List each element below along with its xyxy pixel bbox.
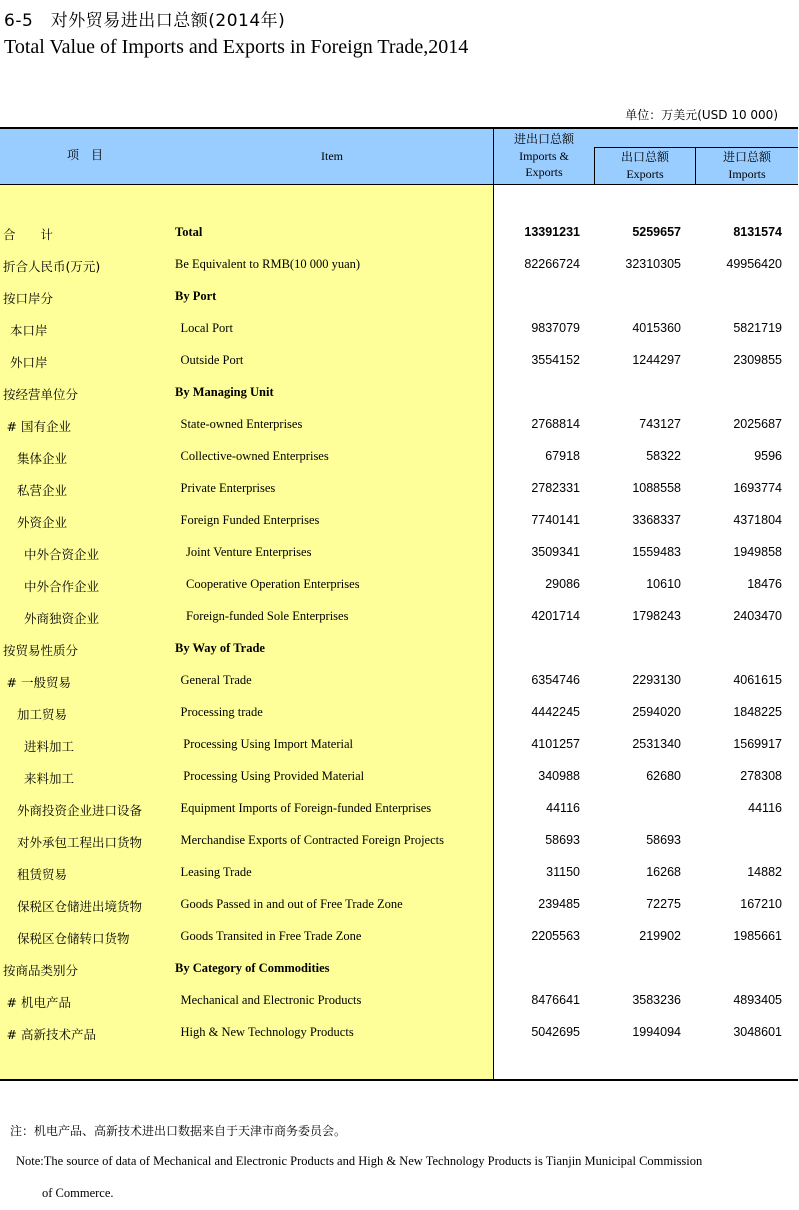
row-label-cn: 按口岸分: [3, 291, 54, 306]
cell-imports: 278308: [740, 769, 782, 783]
cell-imports: 5821719: [733, 321, 782, 335]
table-row: [0, 633, 798, 665]
table-row: [0, 441, 798, 473]
row-label-cn: 进料加工: [24, 739, 75, 754]
cell-total: 4442245: [531, 705, 580, 719]
row-label-cn: 保税区仓储进出境货物: [17, 899, 143, 914]
table-row: [0, 377, 798, 409]
row-label-en: Be Equivalent to RMB(10 000 yuan): [175, 257, 361, 271]
table-row: [0, 729, 798, 761]
header-exports-en: Exports: [626, 167, 664, 181]
cell-total: 3509341: [531, 545, 580, 559]
cell-total: 2768814: [531, 417, 580, 431]
table-row: [0, 601, 798, 633]
cell-exports: 1994094: [632, 1025, 681, 1039]
unit-label: 单位：万美元(USD 10 000): [625, 108, 778, 122]
cell-imports: 9596: [754, 449, 782, 463]
row-label-cn: 集体企业: [17, 451, 68, 466]
row-label-en: Outside Port: [180, 353, 244, 367]
page-title-en: Total Value of Imports and Exports in Foreign Trade,2014: [4, 36, 469, 58]
cell-exports: 1244297: [632, 353, 681, 367]
page-title-cn: 6-5 对外贸易进出口总额(2014年): [4, 11, 286, 31]
table-row: [0, 569, 798, 601]
row-label-en: Processing Using Provided Material: [183, 769, 365, 783]
row-label-cn: 中外合作企业: [24, 579, 100, 594]
cell-exports: 2594020: [632, 705, 681, 719]
note-cn: 注：机电产品、高新技术进出口数据来自于天津市商务委员会。: [10, 1124, 347, 1138]
table-row: [0, 857, 798, 889]
header-exports-cn: 出口总额: [620, 150, 669, 164]
row-label-cn: # 一般贸易: [6, 675, 71, 690]
table-row: [0, 473, 798, 505]
table-row: [0, 505, 798, 537]
cell-imports: 2025687: [733, 417, 782, 431]
table-row: [0, 985, 798, 1017]
cell-exports: 5259657: [632, 225, 681, 239]
table-row: [0, 281, 798, 313]
cell-imports: 4061615: [733, 673, 782, 687]
row-label-en: Goods Transited in Free Trade Zone: [180, 929, 362, 943]
table-row: [0, 889, 798, 921]
cell-exports: 10610: [646, 577, 681, 591]
table-row: [0, 825, 798, 857]
row-label-cn: 合 计: [3, 227, 54, 242]
cell-exports: 1559483: [632, 545, 681, 559]
cell-imports: 49956420: [726, 257, 782, 271]
cell-exports: 16268: [646, 865, 681, 879]
row-label-cn: 对外承包工程出口货物: [17, 835, 143, 850]
header-total-en: Imports & Exports: [519, 149, 569, 179]
cell-total: 7740141: [531, 513, 580, 527]
row-label-cn: 来料加工: [24, 771, 75, 786]
cell-exports: 32310305: [625, 257, 681, 271]
cell-imports: 1693774: [733, 481, 782, 495]
cell-total: 2782331: [531, 481, 580, 495]
header-total-cn: 进出口总额: [513, 132, 574, 146]
cell-total: 82266724: [524, 257, 580, 271]
cell-total: 67918: [545, 449, 580, 463]
row-label-cn: # 高新技术产品: [6, 1027, 96, 1042]
header-imports-en: Imports: [728, 167, 766, 181]
trade-table: [0, 127, 798, 1081]
row-label-cn: 按经营单位分: [3, 387, 79, 402]
cell-imports: 167210: [740, 897, 782, 911]
note-en-line1: Note:The source of data of Mechanical and Electronic Products and High & New Technology Products is Tianjin Municipal Commission: [16, 1154, 703, 1168]
row-label-en: Private Enterprises: [180, 481, 276, 495]
table-row: [0, 793, 798, 825]
cell-exports: 62680: [646, 769, 681, 783]
cell-total: 31150: [546, 865, 580, 879]
row-label-cn: 按贸易性质分: [3, 643, 79, 658]
cell-imports: 1569917: [733, 737, 782, 751]
row-label-en: Joint Venture Enterprises: [186, 545, 312, 559]
row-label-en: High & New Technology Products: [180, 1025, 354, 1039]
cell-exports: 3368337: [632, 513, 681, 527]
cell-exports: 2531340: [632, 737, 681, 751]
table-row: [0, 921, 798, 953]
note-en-line2: of Commerce.: [42, 1186, 114, 1200]
cell-imports: 18476: [747, 577, 782, 591]
cell-exports: 1798243: [632, 609, 681, 623]
row-label-cn: 租赁贸易: [17, 867, 68, 882]
table-row: [0, 217, 798, 249]
cell-total: 239485: [538, 897, 580, 911]
row-label-en: By Category of Commodities: [175, 961, 330, 975]
header-subdivider: [594, 147, 798, 148]
row-label-en: Collective-owned Enterprises: [180, 449, 329, 463]
row-label-cn: 外资企业: [17, 515, 68, 530]
row-label-cn: 折合人民币(万元): [3, 259, 101, 274]
row-label-cn: 本口岸: [10, 323, 48, 338]
table-row: [0, 409, 798, 441]
row-label-en: Processing trade: [180, 705, 263, 719]
table-row: [0, 697, 798, 729]
cell-exports: 4015360: [632, 321, 681, 335]
header-item-cn: 项 目: [66, 148, 103, 162]
cell-imports: 1949858: [733, 545, 782, 559]
cell-total: 4201714: [531, 609, 580, 623]
row-label-en: State-owned Enterprises: [180, 417, 303, 431]
cell-total: 6354746: [531, 673, 580, 687]
cell-imports: 1985661: [733, 929, 782, 943]
row-label-en: Processing Using Import Material: [183, 737, 354, 751]
row-label-en: General Trade: [180, 673, 252, 687]
cell-exports: 3583236: [632, 993, 681, 1007]
row-label-en: Total: [175, 225, 203, 239]
cell-total: 4101257: [531, 737, 580, 751]
row-label-en: Leasing Trade: [180, 865, 252, 879]
cell-exports: 219902: [639, 929, 681, 943]
row-label-en: Merchandise Exports of Contracted Foreign Projects: [180, 833, 444, 847]
table-row: [0, 313, 798, 345]
table-row: [0, 345, 798, 377]
cell-exports: 72275: [646, 897, 681, 911]
cell-imports: 3048601: [733, 1025, 782, 1039]
row-label-cn: 私营企业: [17, 483, 68, 498]
cell-total: 9837079: [531, 321, 580, 335]
cell-imports: 2309855: [733, 353, 782, 367]
row-label-cn: 外商独资企业: [24, 611, 100, 626]
row-label-cn: 外商投资企业进口设备: [17, 803, 143, 818]
row-label-en: By Port: [175, 289, 217, 303]
table-row: [0, 1017, 798, 1049]
cell-imports: 2403470: [733, 609, 782, 623]
cell-imports: 4893405: [733, 993, 782, 1007]
row-label-cn: 保税区仓储转口货物: [17, 931, 130, 946]
table-bottom-border: [0, 1079, 798, 1081]
cell-total: 13391231: [524, 225, 580, 239]
cell-exports: 2293130: [632, 673, 681, 687]
cell-exports: 58693: [646, 833, 681, 847]
cell-total: 44116: [546, 801, 580, 815]
row-label-en: Local Port: [180, 321, 233, 335]
cell-imports: 4371804: [733, 513, 782, 527]
row-label-cn: 加工贸易: [17, 707, 68, 722]
row-label-en: Equipment Imports of Foreign-funded Enterprises: [180, 801, 432, 815]
table-row: [0, 665, 798, 697]
row-label-en: By Managing Unit: [175, 385, 274, 399]
row-label-en: Goods Passed in and out of Free Trade Zone: [180, 897, 403, 911]
cell-total: 5042695: [531, 1025, 580, 1039]
row-label-cn: 按商品类别分: [3, 963, 79, 978]
table-row: [0, 249, 798, 281]
cell-imports: 8131574: [733, 225, 782, 239]
cell-total: 2205563: [531, 929, 580, 943]
header-item-en: Item: [321, 149, 343, 163]
cell-exports: 58322: [646, 449, 681, 463]
cell-exports: 743127: [639, 417, 681, 431]
cell-total: 340988: [538, 769, 580, 783]
header-imports-cn: 进口总额: [722, 150, 771, 164]
table-row: [0, 761, 798, 793]
table-row: [0, 953, 798, 985]
cell-exports: 1088558: [632, 481, 681, 495]
cell-total: 8476641: [531, 993, 580, 1007]
cell-total: 29086: [545, 577, 580, 591]
cell-imports: 1848225: [733, 705, 782, 719]
cell-imports: 44116: [748, 801, 782, 815]
row-label-cn: 中外合资企业: [24, 547, 100, 562]
cell-imports: 14882: [747, 865, 782, 879]
cell-total: 3554152: [531, 353, 580, 367]
row-label-en: Mechanical and Electronic Products: [180, 993, 362, 1007]
row-label-cn: # 国有企业: [6, 419, 71, 434]
row-label-cn: # 机电产品: [6, 995, 71, 1010]
row-label-en: By Way of Trade: [175, 641, 265, 655]
row-label-en: Cooperative Operation Enterprises: [186, 577, 360, 591]
row-label-cn: 外口岸: [10, 355, 48, 370]
row-label-en: Foreign Funded Enterprises: [180, 513, 320, 527]
cell-total: 58693: [545, 833, 580, 847]
table-row: [0, 537, 798, 569]
row-label-en: Foreign-funded Sole Enterprises: [186, 609, 349, 623]
